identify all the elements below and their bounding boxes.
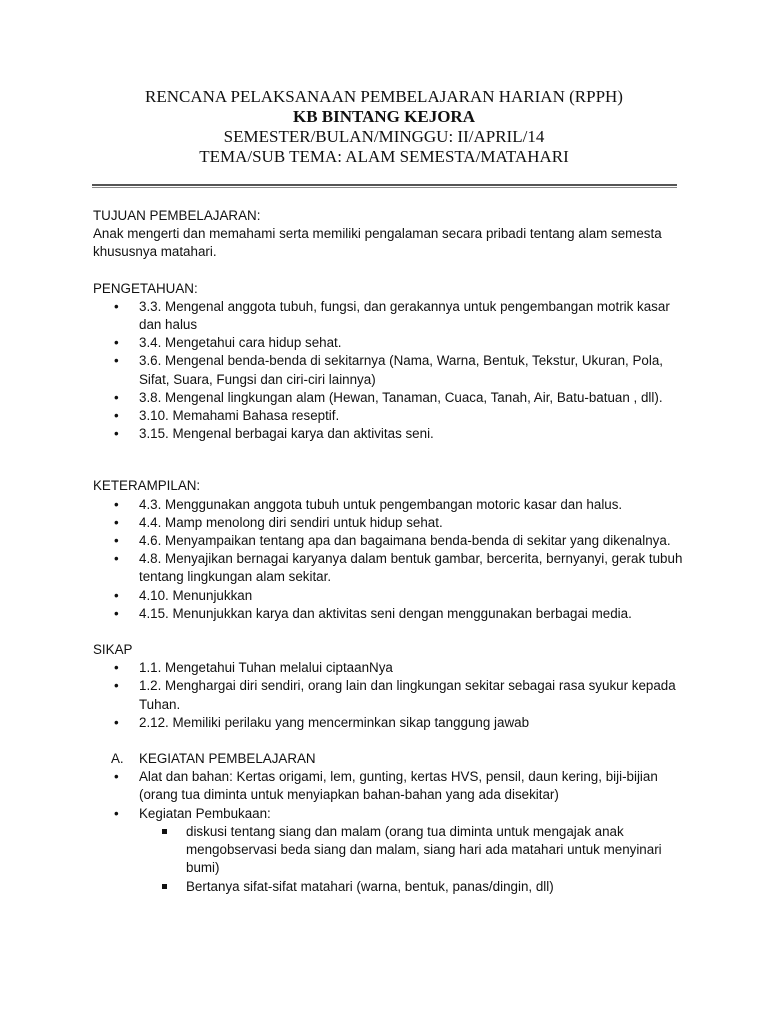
list-item: • 3.8. Mengenal lingkungan alam (Hewan, Tanaman, Cuaca, Tanah, Air, Batu-batuan , dll). — [93, 389, 683, 407]
bullet-icon: • — [114, 805, 119, 821]
list-item: • 3.4. Mengetahui cara hidup sehat. — [93, 334, 683, 352]
list-item: • 4.6. Menyampaikan tentang apa dan bagaimana benda-benda di sekitar yang dikenalnya. — [93, 532, 683, 550]
kegiatan-sub-list — [93, 823, 683, 896]
square-bullet-icon — [162, 884, 167, 889]
list-item: • 3.15. Mengenal berbagai karya dan aktivitas seni. — [93, 425, 683, 443]
bullet-icon: • — [114, 714, 119, 730]
kegiatan-heading: A. KEGIATAN PEMBELAJARAN — [93, 750, 683, 768]
bullet-icon: • — [114, 353, 119, 369]
header-title: RENCANA PELAKSANAAN PEMBELAJARAN HARIAN (RPPH) — [145, 87, 623, 106]
kegiatan-list — [93, 768, 683, 823]
list-item: • Kegiatan Pembukaan: — [93, 805, 683, 823]
header-semester: SEMESTER/BULAN/MINGGU: II/APRIL/14 — [223, 127, 545, 146]
keterampilan-list — [93, 496, 683, 623]
bullet-icon: • — [114, 298, 119, 314]
pengetahuan-heading: PENGETAHUAN: — [93, 280, 198, 296]
bullet-icon: • — [114, 496, 119, 512]
list-item: • 1.1. Mengetahui Tuhan melalui ciptaanNya — [93, 659, 683, 677]
document-header — [0, 87, 768, 167]
bullet-icon: • — [114, 660, 119, 676]
sub-list-item: Bertanya sifat-sifat matahari (warna, bentuk, panas/dingin, dll) — [93, 878, 683, 896]
bullet-icon: • — [114, 389, 119, 405]
list-item: • 4.8. Menyajikan bernagai karyanya dalam bentuk gambar, bercerita, bernyanyi, gerak tubuh tentang lingkungan alam sekitar. — [114, 551, 683, 585]
tujuan-text: Anak mengerti dan memahami serta memiliki pengalaman secara pribadi tentang alam semesta khususnya matahari. — [93, 226, 662, 260]
list-item: • Alat dan bahan: Kertas origami, lem, gunting, kertas HVS, pensil, daun kering, biji-bijian (orang tua diminta untuk menyiapkan bahan-bahan yang ada disekitar) — [114, 769, 658, 803]
bullet-icon: • — [114, 533, 119, 549]
sikap-list — [93, 659, 683, 732]
header-theme: TEMA/SUB TEMA: ALAM SEMESTA/MATAHARI — [199, 147, 569, 166]
list-item: • 4.4. Mamp menolong diri sendiri untuk hidup sehat. — [93, 514, 683, 532]
header-divider-top — [92, 184, 677, 186]
document-body — [93, 207, 683, 896]
list-item: • 4.15. Menunjukkan karya dan aktivitas seni dengan menggunakan berbagai media. — [93, 605, 683, 623]
bullet-icon: • — [114, 678, 119, 694]
bullet-icon: • — [114, 335, 119, 351]
list-item: • 3.10. Memahami Bahasa reseptif. — [93, 407, 683, 425]
header-school-name: KB BINTANG KEJORA — [293, 107, 475, 126]
sub-list-item: diskusi tentang siang dan malam (orang tua diminta untuk mengajak anak mengobservasi beda siang dan malam, siang hari ada matahari untuk menyinari bumi) — [93, 823, 683, 878]
section-marker: A. — [111, 751, 124, 767]
pengetahuan-list — [93, 298, 683, 444]
list-item: • 3.6. Mengenal benda-benda di sekitarnya (Nama, Warna, Bentuk, Tekstur, Ukuran, Pola, Sifat, Suara, Fungsi dan ciri-ciri lainnya) — [114, 353, 664, 387]
sikap-heading: SIKAP — [93, 642, 133, 658]
bullet-icon: • — [114, 408, 119, 424]
square-bullet-icon — [162, 829, 167, 834]
list-item: • 1.2. Menghargai diri sendiri, orang lain dan lingkungan sekitar sebagai rasa syukur kepada Tuhan. — [114, 678, 676, 712]
bullet-icon: • — [114, 514, 119, 530]
bullet-icon: • — [114, 587, 119, 603]
list-item: • 4.3. Menggunakan anggota tubuh untuk pengembangan motoric kasar dan halus. — [93, 496, 683, 514]
bullet-icon: • — [114, 426, 119, 442]
bullet-icon: • — [114, 605, 119, 621]
list-item: • 3.3. Mengenal anggota tubuh, fungsi, dan gerakannya untuk pengembangan motrik kasar dan halus — [114, 298, 670, 333]
list-item: • 4.10. Menunjukkan — [93, 587, 683, 605]
bullet-icon: • — [114, 769, 119, 785]
list-item: • 2.12. Memiliki perilaku yang mencerminkan sikap tanggung jawab — [93, 714, 683, 732]
keterampilan-heading: KETERAMPILAN: — [93, 478, 201, 494]
bullet-icon: • — [114, 551, 119, 567]
header-divider-bottom — [92, 187, 677, 188]
tujuan-heading: TUJUAN PEMBELAJARAN: — [93, 208, 261, 223]
